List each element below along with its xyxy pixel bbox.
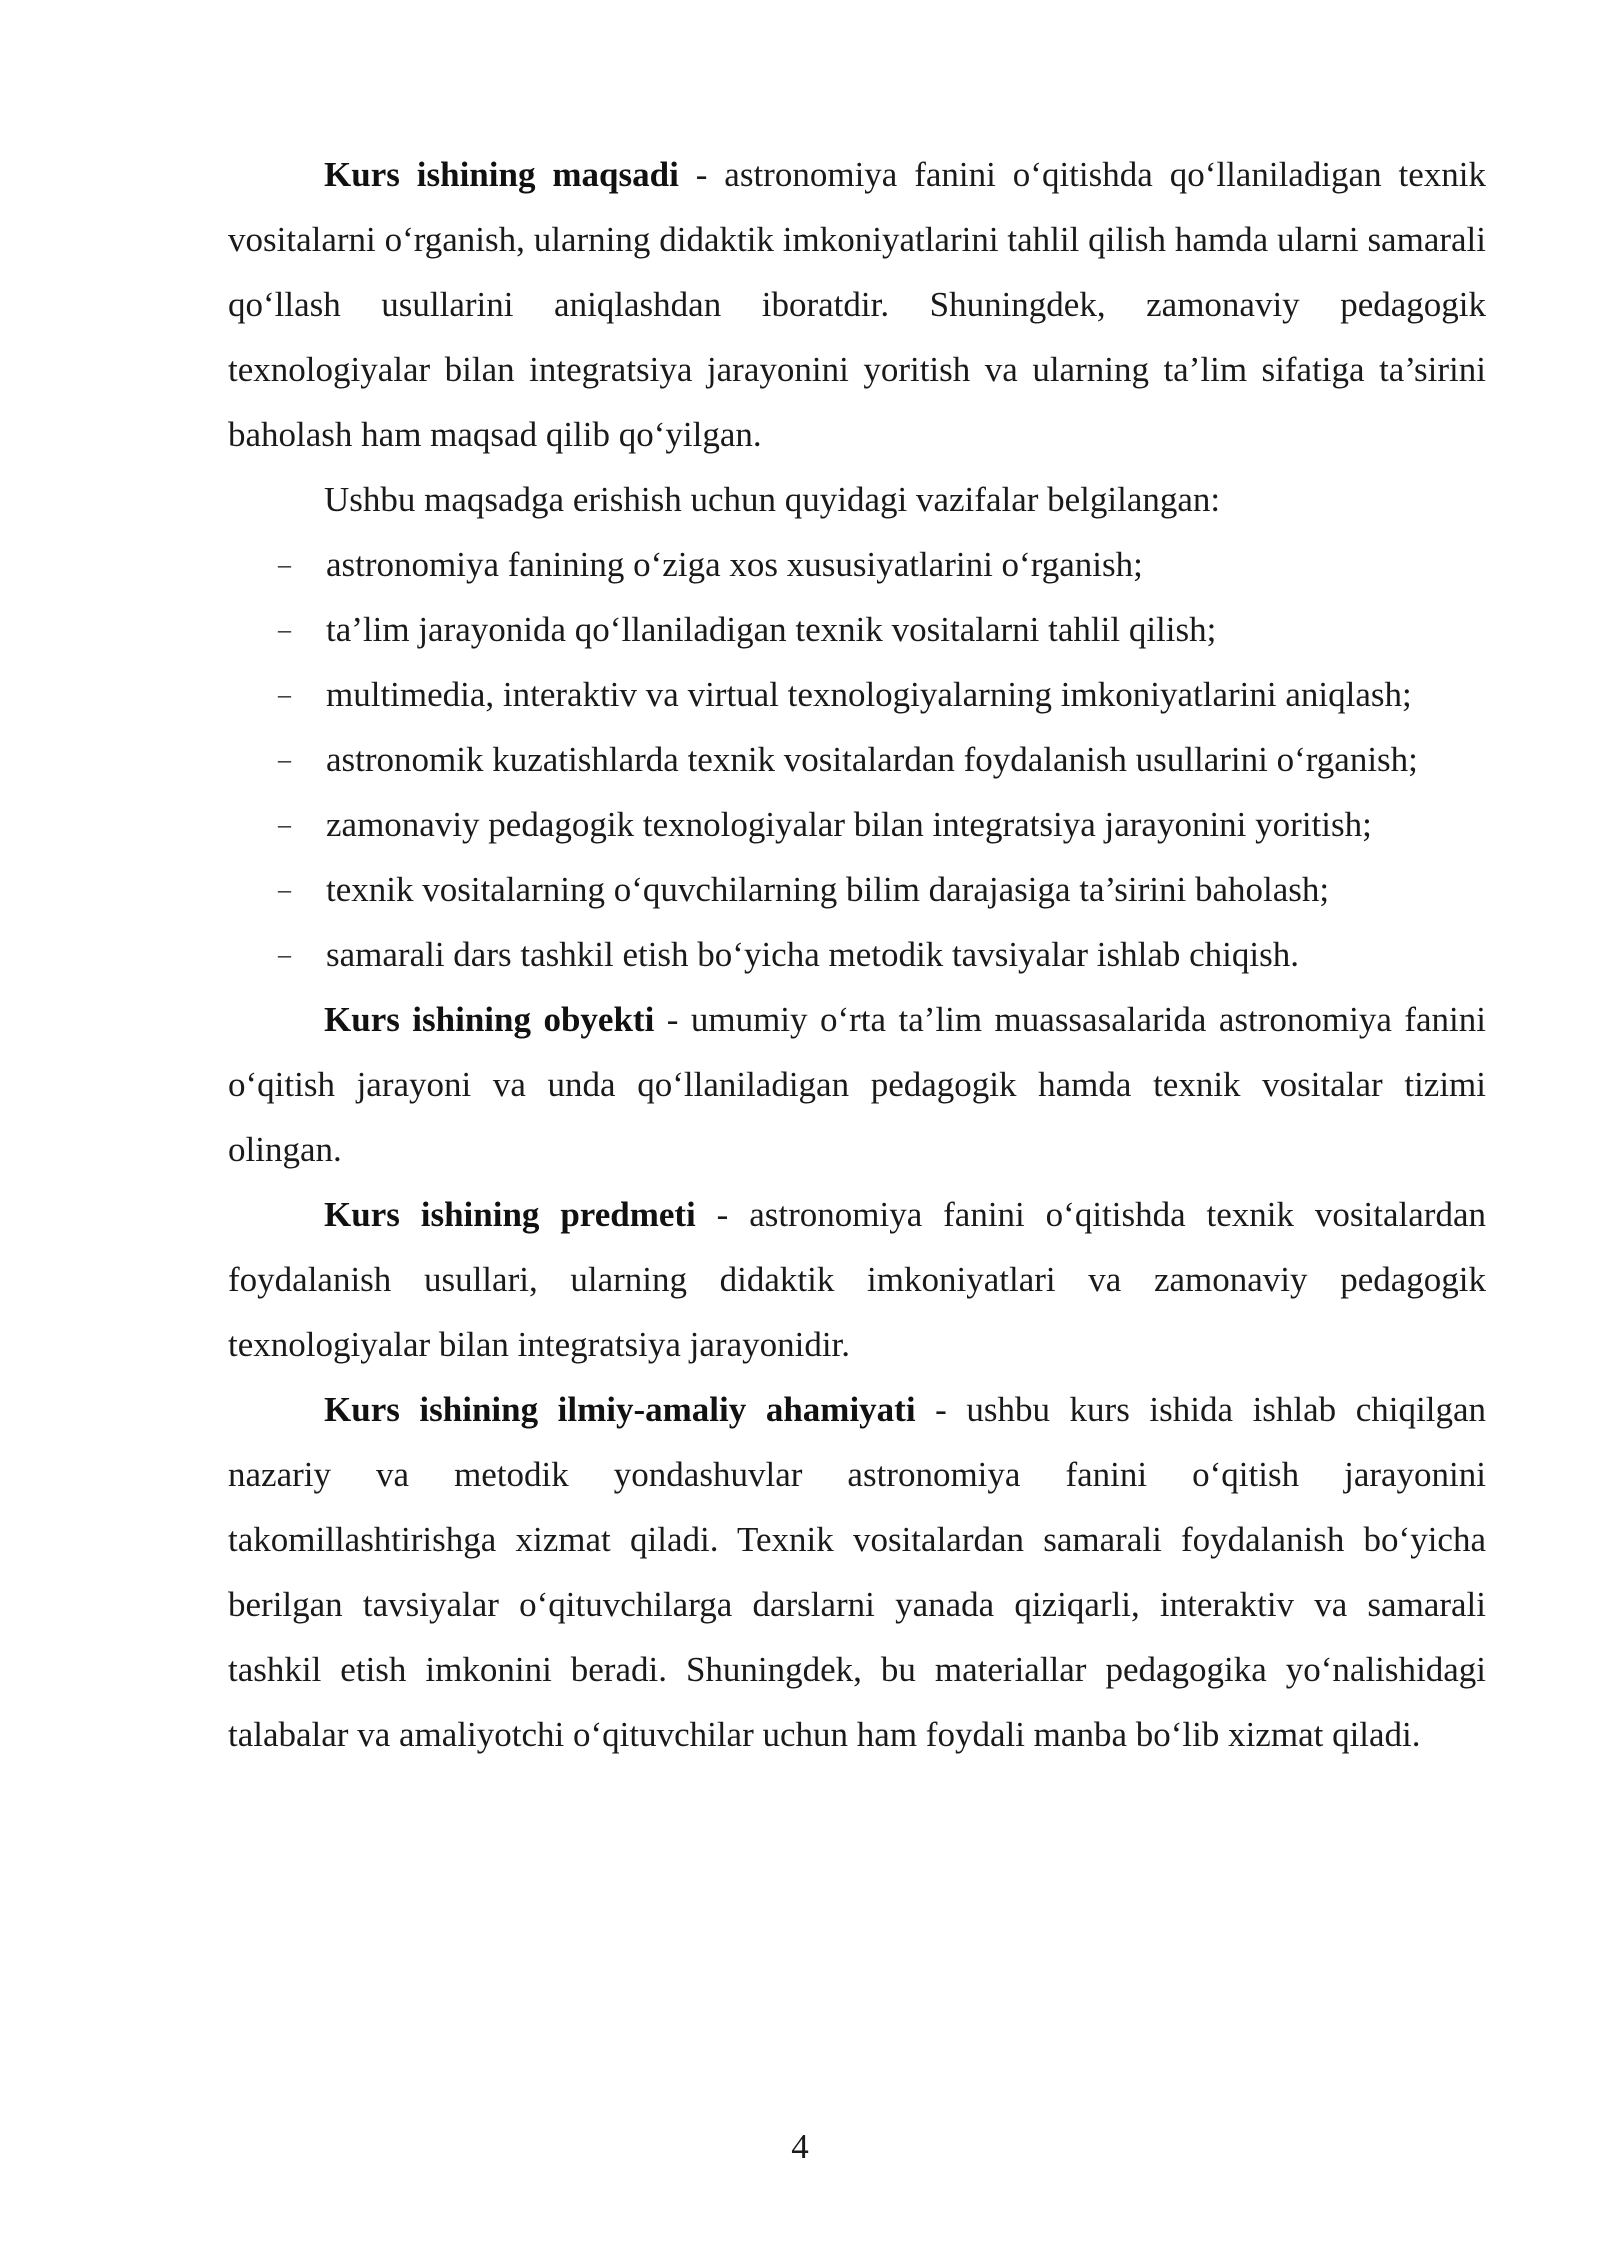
dash-marker: – <box>278 940 291 969</box>
list-item <box>228 532 1486 597</box>
task-text: texnik vositalarning o‘quvchilarning bilim darajasiga ta’sirini baholash; <box>326 870 1330 909</box>
goal-text: - astronomiya fanini o‘qitishda qo‘llaniladigan texnik vositalarni o‘rganish, ularning didaktik imkoniyatlarini tahlil qilish hamda ularni samarali qo‘llash usullarini aniqlashdan iboratdir. Shuningdek, zamonaviy pedagogik texnologiyalar bilan integratsiya jarayonini yoritish va ularning ta’lim sifatiga ta’sirini baholash ham maqsad qilib qo‘yilgan. <box>228 155 1486 454</box>
dash-marker: – <box>278 745 291 774</box>
dash-marker: – <box>278 615 291 644</box>
page-body <box>228 142 1486 1767</box>
significance-term: Kurs ishining ilmiy-amaliy ahamiyati <box>324 1390 916 1429</box>
object-paragraph <box>228 987 1486 1182</box>
dash-marker: – <box>278 875 291 904</box>
list-item <box>228 792 1486 857</box>
significance-paragraph <box>228 1377 1486 1767</box>
list-item <box>228 597 1486 662</box>
significance-text: - ushbu kurs ishida ishlab chiqilgan nazariy va metodik yondashuvlar astronomiya fanini o‘qitish jarayonini takomillashtirishga xizmat qiladi. Texnik vositalardan samarali foydalanish bo‘yicha berilgan tavsiyalar o‘qituvchilarga darslarni yanada qiziqarli, interaktiv va samarali tashkil etish imkonini beradi. Shuningdek, bu materiallar pedagogika yo‘nalishidagi talabalar va amaliyotchi o‘qituvchilar uchun ham foydali manba bo‘lib xizmat qiladi. <box>228 1390 1486 1754</box>
subject-paragraph <box>228 1182 1486 1377</box>
list-item <box>228 727 1486 792</box>
page-number: 4 <box>791 2127 809 2166</box>
dash-marker: – <box>278 810 291 839</box>
goal-paragraph <box>228 142 1486 467</box>
task-text: zamonaviy pedagogik texnologiyalar bilan integratsiya jarayonini yoritish; <box>326 805 1372 844</box>
list-item <box>228 662 1486 727</box>
list-item <box>228 857 1486 922</box>
object-text: - umumiy o‘rta ta’lim muassasalarida astronomiya fanini o‘qitish jarayoni va unda qo‘llaniladigan pedagogik hamda texnik vositalar tizimi olingan. <box>228 1000 1486 1169</box>
dash-marker: – <box>278 680 291 709</box>
task-text: astronomik kuzatishlarda texnik vositalardan foydalanish usullarini o‘rganish; <box>326 740 1418 779</box>
subject-term: Kurs ishining predmeti <box>324 1195 696 1234</box>
goal-term: Kurs ishining maqsadi <box>324 155 679 194</box>
task-text: samarali dars tashkil etish bo‘yicha metodik tavsiyalar ishlab chiqish. <box>326 935 1299 974</box>
object-term: Kurs ishining obyekti <box>324 1000 655 1039</box>
task-text: ta’lim jarayonida qo‘llaniladigan texnik vositalarni tahlil qilish; <box>326 610 1217 649</box>
dash-marker: – <box>278 550 291 579</box>
task-text: multimedia, interaktiv va virtual texnologiyalarning imkoniyatlarini aniqlash; <box>326 675 1412 714</box>
task-text: astronomiya fanining o‘ziga xos xususiyatlarini o‘rganish; <box>326 545 1143 584</box>
tasks-list <box>228 532 1486 987</box>
subject-text: - astronomiya fanini o‘qitishda texnik vositalardan foydalanish usullari, ularning didaktik imkoniyatlari va zamonaviy pedagogik texnologiyalar bilan integratsiya jarayonidir. <box>228 1195 1486 1364</box>
tasks-intro: Ushbu maqsadga erishish uchun quyidagi vazifalar belgilangan: <box>324 480 1221 519</box>
list-item <box>228 922 1486 987</box>
